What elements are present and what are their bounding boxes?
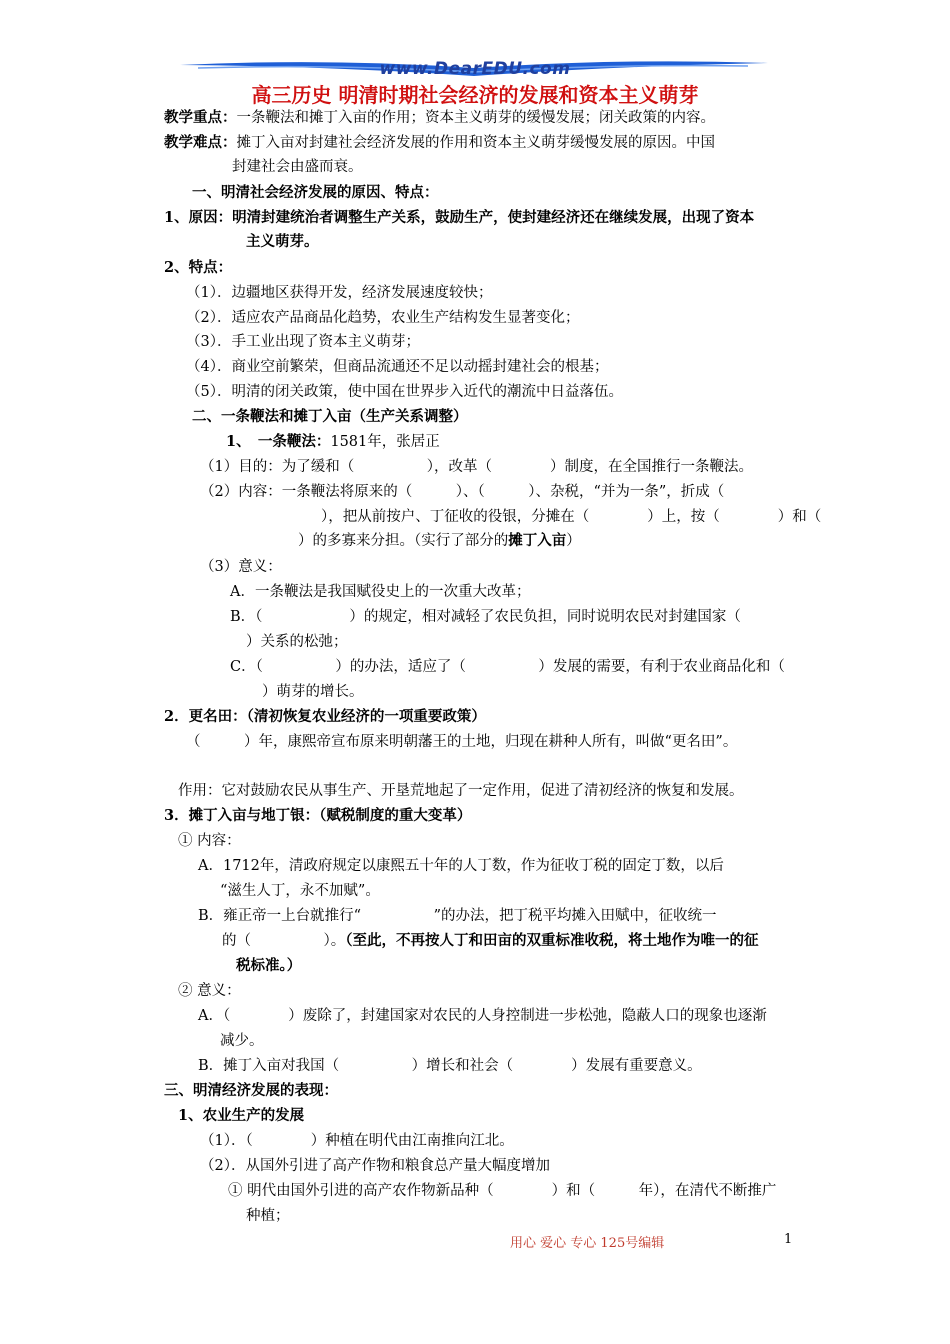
- list-item: A．1712年，清政府规定以康熙五十年的人丁数，作为征收丁税的固定丁数，以后: [198, 858, 724, 874]
- section-heading: 一、明清社会经济发展的原因、特点：: [192, 184, 439, 201]
- text-line: 1、原因：明清封建统治者调整生产关系，鼓励生产，使封建经济还在继续发展，出现了资本: [164, 209, 755, 226]
- text-line: 作用：它对鼓励农民从事生产、开垦荒地起了一定作用，促进了清初经济的恢复和发展。: [178, 783, 744, 799]
- text-line: ），把从前按户、丁征收的役银，分摊在（ ）上，按（ ）和（: [234, 509, 822, 525]
- text-line: （2）内容：一条鞭法将原来的（ ）、（ ）、杂税，“并为一条”，折成（: [200, 484, 725, 500]
- list-item: B．（ ）的规定，相对减轻了农民负担，同时说明农民对封建国家（: [230, 609, 741, 625]
- list-item: （2）．从国外引进了高产作物和粮食总产量大幅度增加: [200, 1158, 550, 1174]
- site-url: www.DearEDU.com: [379, 59, 571, 79]
- list-item: C．（ ）的办法，适应了（ ）发展的需要，有利于农业商品化和（: [230, 659, 785, 675]
- text-line: ① 内容：: [178, 833, 241, 849]
- text-line: （ ）年，康熙帝宣布原来明朝藩王的土地，归现在耕种人所有，叫做“更名田”。: [186, 734, 738, 750]
- footer-text: 用心 爱心 专心 125号编辑: [510, 1236, 665, 1251]
- text-line: （1）目的：为了缓和（ ），改革（ ）制度，在全国推行一条鞭法。: [200, 459, 753, 475]
- text-line: 主义萌芽。: [246, 233, 319, 250]
- text-line: 的（ ）。（至此，不再按人丁和田亩的双重标准收税，将土地作为唯一的征: [222, 932, 759, 949]
- list-item: （5）．明清的闭关政策，使中国在世界步入近代的潮流中日益落伍。: [186, 384, 623, 400]
- text-line: ）的多寡来分担。（实行了部分的摊丁入亩）: [298, 532, 581, 549]
- list-item: A．一条鞭法是我国赋役史上的一次重大改革；: [230, 584, 531, 600]
- list-item: B．摊丁入亩对我国（ ）增长和社会（ ）发展有重要意义。: [198, 1058, 702, 1074]
- subsection-heading: 2．更名田：（清初恢复农业经济的一项重要政策）: [164, 708, 486, 725]
- text-line: 税标准。）: [236, 957, 302, 974]
- text-line: ）萌芽的增长。: [262, 684, 364, 700]
- page-title: 高三历史 明清时期社会经济的发展和资本主义萌芽: [251, 83, 699, 107]
- text-line: 封建社会由盛而衰。: [232, 159, 363, 175]
- list-item: （2）．适应农产品商品化趋势，农业生产结构发生显著变化；: [186, 310, 580, 326]
- list-item: （3）．手工业出现了资本主义萌芽；: [186, 334, 420, 350]
- text-line: 种植；: [246, 1208, 290, 1224]
- text-line: ② 意义：: [178, 983, 241, 999]
- difficult-points-line: 教学难点：摊丁入亩对封建社会经济发展的作用和资本主义萌芽缓慢发展的原因。中国: [164, 134, 715, 151]
- list-item: B．雍正帝一上台就推行“ ”的办法，把丁税平均摊入田赋中，征收统一: [198, 908, 717, 924]
- section-heading: 三、明清经济发展的表现：: [164, 1082, 338, 1099]
- list-item: （1）．（ ）种植在明代由江南推向江北。: [200, 1133, 514, 1149]
- list-item: A．（ ）废除了，封建国家对农民的人身控制进一步松弛，隐蔽人口的现象也逐渐: [198, 1008, 767, 1024]
- section-heading: 二、一条鞭法和摊丁入亩（生产关系调整）: [192, 408, 468, 425]
- list-item: （1）．边疆地区获得开发，经济发展速度较快；: [186, 285, 493, 301]
- text-line: 1、 一条鞭法：1581年，张居正: [226, 433, 440, 450]
- list-item: ① 明代由国外引进的高产农作物新品种（ ）和（ 年），在清代不断推广: [228, 1183, 777, 1199]
- text-line: ）关系的松弛；: [246, 634, 348, 650]
- subsection-heading: 3．摊丁入亩与地丁银：（赋税制度的重大变革）: [164, 807, 472, 824]
- text-line: （3）意义：: [200, 559, 282, 575]
- text-line: 减少。: [220, 1033, 264, 1049]
- key-points-line: 教学重点：一条鞭法和摊丁入亩的作用；资本主义萌芽的缓慢发展；闭关政策的内容。: [164, 109, 715, 126]
- text-line: “滋生人丁，永不加赋”。: [220, 883, 380, 899]
- page-number: 1: [784, 1232, 793, 1247]
- subsection-heading: 1、农业生产的发展: [178, 1107, 305, 1124]
- subsection-heading: 2、特点：: [164, 259, 233, 276]
- list-item: （4）．商业空前繁荣，但商品流通还不足以动摇封建社会的根基；: [186, 359, 609, 375]
